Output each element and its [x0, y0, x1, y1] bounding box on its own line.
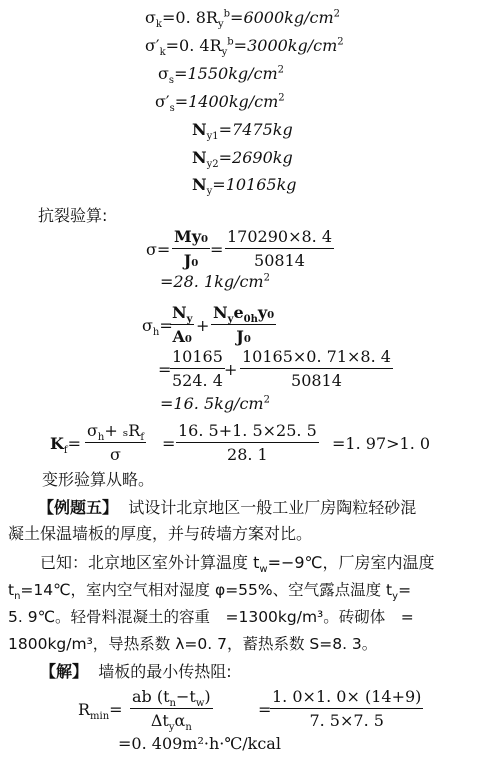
denominator: 50814 [291, 371, 342, 390]
fraction-10165-071 [240, 347, 393, 390]
superscript: b [223, 8, 231, 20]
example-line2: 凝土保温墙板的厚度，并与砖墙方案对比。 [8, 524, 313, 543]
fraction-kf [85, 421, 146, 464]
result-sigma-h [160, 394, 270, 414]
plus: + [104, 421, 123, 440]
numerator: 16. 5+1. 5×25. 5 [176, 421, 319, 443]
example-tag: 【例题五】 [38, 498, 119, 517]
symbol: ₛR [122, 421, 141, 440]
subscript: y2 [206, 159, 219, 171]
fraction-rmin [130, 687, 213, 734]
denominator: 50814 [254, 251, 305, 270]
denominator: 7. 5×7. 5 [309, 711, 384, 730]
equals: = [258, 700, 272, 719]
subscript: y [206, 186, 213, 198]
equals: = [159, 316, 173, 335]
equals: = [162, 434, 176, 453]
text: = [398, 581, 412, 599]
superscript: 2 [263, 272, 270, 284]
denominator [149, 709, 194, 734]
symbol: σ [158, 64, 169, 83]
eq-ny [192, 175, 297, 198]
fraction-10165 [170, 347, 225, 390]
subscript: n [185, 722, 192, 734]
sigma-h-label [142, 316, 173, 339]
numerator: 10165 [170, 347, 225, 369]
superscript: 2 [337, 36, 344, 48]
fraction-ny-a0 [170, 303, 194, 346]
text: 已知：北京地区室外计算温度 t [40, 553, 260, 572]
subscript: y1 [206, 131, 219, 143]
text: −t [176, 687, 196, 706]
superscript: b [227, 36, 234, 48]
fraction-ny-e0h-y0 [211, 303, 276, 346]
fraction-170290 [225, 227, 334, 270]
equals: = [210, 240, 224, 259]
text: α [174, 711, 186, 730]
eq-ny1 [192, 120, 293, 143]
plus: + [196, 316, 210, 335]
eq-sigma-k-prime [145, 36, 344, 59]
equals: = [158, 360, 172, 379]
equals: = [109, 700, 123, 719]
eq-sigma-s-prime [155, 92, 285, 115]
numerator: My₀ [172, 227, 210, 249]
subscript: y [168, 722, 175, 734]
symbol: σ [142, 316, 153, 335]
numerator: 1. 0×1. 0× (14+9) [270, 687, 423, 709]
text: 试设计北京地区一般工业厂房陶粒轻砂混 [128, 498, 417, 517]
value: =1550kg/cm [174, 64, 278, 83]
symbol: N [172, 303, 187, 322]
subscript: y [217, 19, 224, 31]
subscript: w [195, 698, 205, 710]
subscript: w [259, 564, 268, 576]
subscript: f [140, 432, 145, 444]
kf-label [50, 434, 82, 457]
rmin-result: =0. 409m²·h·℃/kcal [118, 734, 281, 753]
numerator [85, 421, 146, 443]
text: ab (t [132, 687, 170, 706]
symbol: N [213, 303, 228, 322]
subscript: k [155, 19, 162, 31]
fraction-kf-values [176, 421, 319, 464]
symbol: R [78, 700, 91, 719]
symbol: e [233, 303, 244, 322]
text: 墙板的最小传热阻: [98, 662, 232, 681]
kf-result: =1. 97>1. 0 [332, 434, 431, 453]
value: =6000kg/cm [230, 8, 334, 27]
eq-sigma-k [145, 8, 340, 31]
text: Δt [150, 711, 169, 730]
subscript: y [392, 591, 399, 603]
known-line2 [8, 580, 412, 603]
crack-check-heading: 抗裂验算: [38, 206, 108, 225]
denominator: J₀ [236, 327, 251, 346]
solution-tag: 【解】 [40, 662, 89, 681]
sigma-label: σ= [146, 240, 171, 259]
subscript: k [159, 47, 166, 59]
result-sigma [160, 272, 270, 292]
subscript: 0h [243, 314, 258, 326]
numerator [170, 303, 194, 325]
denominator: A₀ [172, 327, 192, 346]
text: =−9℃，厂房室内温度 [267, 553, 435, 572]
numerator: 10165×0. 71×8. 4 [240, 347, 393, 369]
superscript: 2 [263, 394, 270, 406]
equals: = [67, 434, 82, 453]
superscript: 2 [278, 92, 285, 104]
numerator: 170290×8. 4 [225, 227, 334, 249]
subscript: h [97, 432, 105, 444]
rmin-label [78, 700, 123, 723]
solution-line [40, 662, 232, 682]
symbol: σ′ [155, 92, 170, 111]
fraction-my0-j0 [172, 227, 210, 270]
subscript: y [221, 47, 228, 59]
superscript: 2 [333, 8, 340, 20]
eq-ny2 [192, 148, 293, 171]
symbol: N [192, 148, 207, 167]
value: =28. 1kg/cm [160, 272, 264, 291]
symbol: K [50, 434, 64, 453]
text: t [8, 581, 15, 599]
value: =3000kg/cm [233, 36, 338, 55]
subscript: min [90, 711, 110, 723]
value: =16. 5kg/cm [160, 394, 264, 413]
subscript: n [14, 591, 21, 603]
text: ) [204, 687, 211, 706]
example-line1 [38, 498, 416, 518]
value: =7475kg [218, 120, 293, 139]
symbol: σ′ [145, 36, 160, 55]
subscript: s [168, 75, 175, 87]
superscript: 2 [277, 64, 285, 76]
value: =10165kg [212, 175, 297, 194]
eq-sigma-s [158, 64, 285, 87]
text: =14℃，室内空气相对湿度 φ=55%、空气露点温度 t [20, 581, 393, 599]
symbol: σ [87, 421, 98, 440]
denominator: 524. 4 [172, 371, 223, 390]
known-line4: 1800kg/m³，导热系数 λ=0. 7，蓄热系数 S=8. 3。 [8, 635, 378, 653]
numerator [211, 303, 276, 325]
plus: + [224, 360, 238, 379]
subscript: n [169, 698, 176, 710]
known-line3: 5. 9℃。轻骨料混凝土的容重 =1300kg/m³。砖砌体 = [8, 608, 414, 626]
deform-note: 变形验算从略。 [42, 470, 155, 489]
expr: =0. 4R [165, 36, 222, 55]
symbol: y₀ [257, 303, 275, 322]
denominator: J₀ [183, 251, 199, 270]
symbol: N [192, 120, 207, 139]
known-line1 [40, 553, 435, 576]
value: =2690kg [218, 148, 293, 167]
subscript: y [227, 314, 234, 326]
symbol: σ [145, 8, 156, 27]
subscript: f [63, 445, 68, 457]
numerator [130, 687, 213, 709]
value: =1400kg/cm [174, 92, 279, 111]
subscript: s [169, 103, 175, 115]
subscript: h [152, 327, 160, 339]
fraction-rmin-values [270, 687, 423, 730]
subscript: y [186, 314, 193, 326]
denominator: σ [110, 445, 121, 464]
denominator: 28. 1 [227, 445, 268, 464]
symbol: N [192, 175, 207, 194]
expr: =0. 8R [161, 8, 218, 27]
